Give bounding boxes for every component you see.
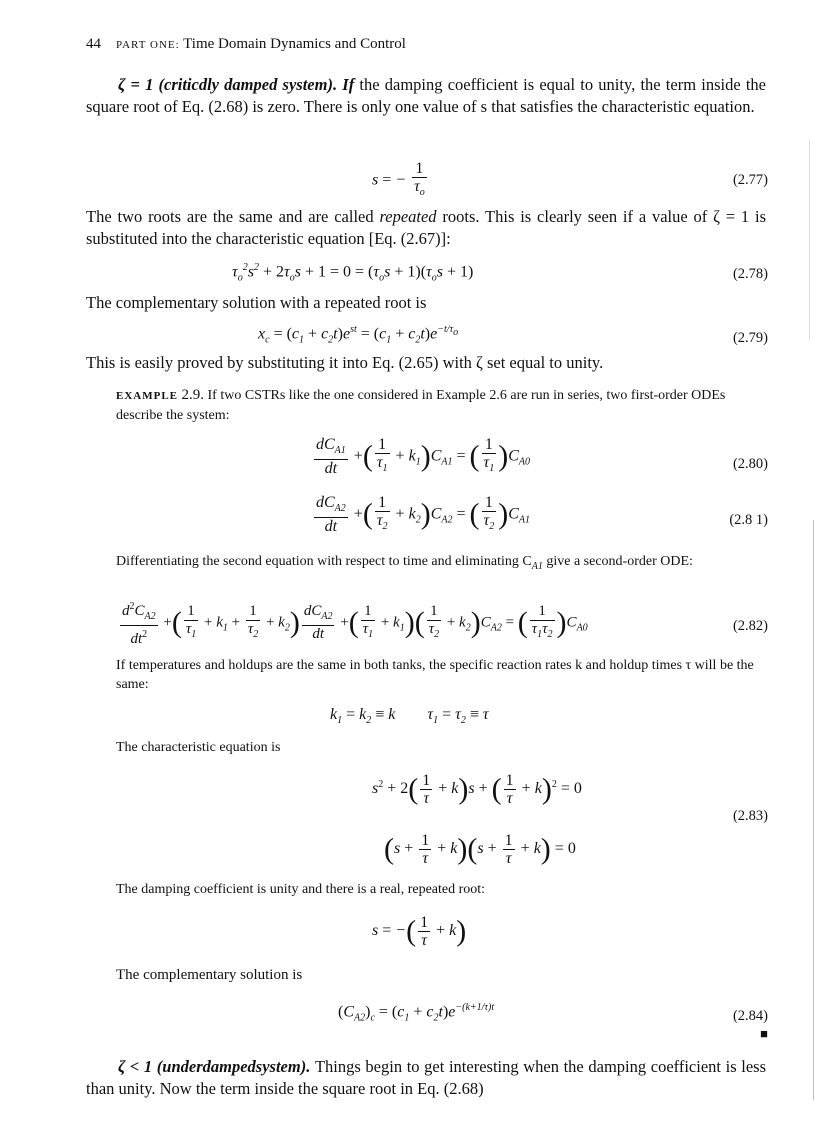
eqnum-2-77: (2.77) xyxy=(732,172,768,188)
underdamped-paragraph xyxy=(86,1056,766,1100)
example-label: EXAMPLE xyxy=(116,390,178,402)
eqnum-2-82: (2.82) xyxy=(732,618,768,634)
underdamped-heading: ζ < 1 (underdampedsystem). xyxy=(118,1057,311,1076)
temperature-paragraph: If temperatures and holdups are the same in both tanks, the specific reaction rates k and holdup times τ will be the same: xyxy=(116,658,754,692)
critical-heading: ζ = 1 (criticdly damped system). xyxy=(118,75,338,94)
equation-2-83-a: $s^2 + 2$( $\frac{1}{\tau}$ + k)s + ( $\frac{1}{\tau}$ + k)$^2$ = 0 xyxy=(372,772,582,807)
critical-body: the damping coefficient is equal to unity, the term inside the square root of Eq. (2.68) is zero. There is only one value of s that satisfies the characteristic equation. xyxy=(86,75,767,116)
example-number: 2.9. xyxy=(181,387,204,403)
underdamped-body: Things begin to get interesting when the damping coefficient is less than unity. Now the term inside the square root in Eq. (2.68) xyxy=(86,1057,766,1098)
example-intro xyxy=(116,386,766,425)
running-header xyxy=(86,36,406,53)
end-of-example-marker: ■ xyxy=(760,1026,768,1041)
eqnum-2-84: (2.84) xyxy=(732,1008,768,1024)
equation-2-78: $\tau_o^2s^2 + 2\tau_os + 1 = 0 = (\tau_os + 1)(\tau_os + 1)$ xyxy=(232,262,474,284)
equation-2-77: s = − $\frac{1}{\tau_o}$ xyxy=(372,160,425,199)
eqnum-2-78: (2.78) xyxy=(732,266,768,282)
equation-equal-params: $k_1 = k_2 \equiv k$ $\tau_1 = \tau_2 \equiv \tau$ xyxy=(330,706,489,727)
scan-edge-line-2 xyxy=(809,140,810,340)
repeated-paragraph xyxy=(86,206,766,250)
equation-2-82: $\frac{d^2C_{A2}}{dt^2}$ +( $\frac{1}{\tau_1}$ + $k_1$ + $\frac{1}{\tau_2}$ + $k_2$) $\frac{dC_{A2}}{dt}$ +( $\frac{1}{\tau_1}$ + $k_1$)( $\frac{1}{\tau_2}$ + $k_2)C_{A2}$ = ( $\frac{1}{\tau_1\tau_2}$ )$C_{A0}$ xyxy=(118,598,588,648)
eqnum-2-79: (2.79) xyxy=(732,330,768,346)
scan-edge-line xyxy=(813,520,814,1100)
equation-repeated-root: s = −( $\frac{1}{\tau}$ + k) xyxy=(372,914,467,949)
critical-paragraph xyxy=(86,74,766,118)
complementary-solution-text: The complementary solution is xyxy=(116,967,303,983)
proof-paragraph: This is easily proved by substituting it into Eq. (2.65) with ζ set equal to unity. xyxy=(86,353,604,372)
eqnum-2-83: (2.83) xyxy=(732,808,768,824)
equation-2-84: $(C_{A2})_c = (c_1 + c_2t)e^{-(k+1/\tau)t}$ xyxy=(338,1002,495,1024)
page-number: 44 xyxy=(86,36,101,52)
equation-2-79: $x_c = (c_1 + c_2t)e^{st} = (c_1 + c_2t)e^{-t/\tau_o}$ xyxy=(258,324,459,346)
equation-2-81: $\frac{dC_{A2}}{dt}$ +( $\frac{1}{\tau_2}$ + $k_2)C_{A2}$ = ( $\frac{1}{\tau_2}$ )$C_{A1}$ xyxy=(316,494,531,536)
repeated-text: The two roots are the same and are called xyxy=(86,207,380,226)
damping-text: The damping coefficient is unity and there is a real, repeated root: xyxy=(116,882,486,897)
critical-lead: If xyxy=(342,75,355,94)
differentiating-paragraph xyxy=(116,552,766,576)
chapter-title: Time Domain Dynamics and Control xyxy=(183,36,406,52)
equation-2-80: $\frac{dC_{A1}}{dt}$ +( $\frac{1}{\tau_1}$ + $k_1)C_{A1}$ = ( $\frac{1}{\tau_1}$ )$C_{A0}$ xyxy=(316,436,531,478)
complementary-paragraph: The complementary solution with a repeated root is xyxy=(86,293,427,312)
eqnum-2-81: (2.8 1) xyxy=(729,512,768,528)
example-intro-text: If two CSTRs like the one considered in Example 2.6 are run in series, two first-order ODEs describe the system: xyxy=(116,388,726,423)
repeated-rest: roots. This is clearly seen if a value of ζ = 1 is substituted into the characteristic equation [Eq. (2.67)]: xyxy=(86,207,766,248)
repeated-word: repeated xyxy=(379,207,437,226)
part-label: PART ONE: xyxy=(116,39,180,51)
equation-2-83-b: (s + $\frac{1}{\tau}$ + k)(s + $\frac{1}{\tau}$ + k) = 0 xyxy=(384,832,576,867)
eqnum-2-80: (2.80) xyxy=(732,456,768,472)
diff-text: Differentiating the second equation with respect to time and eliminating C xyxy=(116,554,532,569)
characteristic-text: The characteristic equation is xyxy=(116,740,281,755)
diff-rest: give a second-order ODE: xyxy=(542,554,693,569)
diff-sub: A1 xyxy=(531,560,543,572)
